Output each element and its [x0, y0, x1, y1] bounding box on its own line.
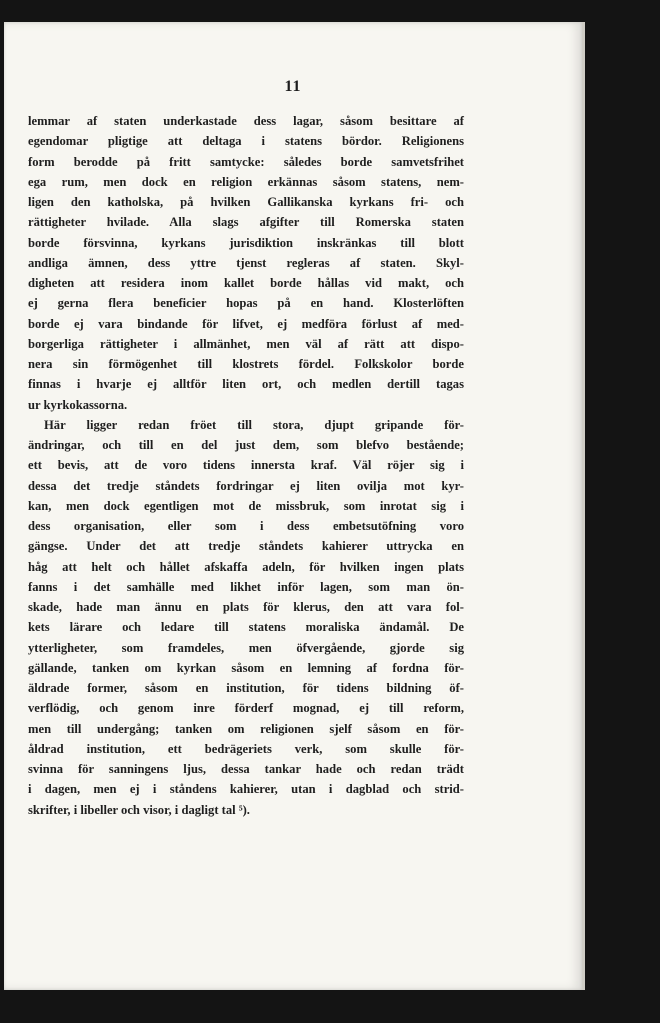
text-line: dess organisation, eller som i dess embetsutöfning voro — [28, 519, 464, 533]
text-line: lemmar af staten underkastade dess lagar, såsom besittare af — [28, 114, 464, 128]
text-line: skade, hade man ännu en plats för klerus, den att vara fol- — [28, 600, 464, 614]
text-line: gällande, tanken om kyrkan såsom en lemning af fordna för- — [28, 660, 464, 675]
text-line: kan, men dock egentligen mot de missbruk, som inrotat sig i — [28, 498, 464, 513]
text-line: men till undergång; tanken om religionen sjelf såsom en för- — [28, 721, 464, 736]
text-line: åldrad institution, ett bedrägeriets verk, som skulle för- — [28, 741, 464, 756]
text-line: borde försvinna, kyrkans jurisdiktion inskränkas till blott — [28, 235, 464, 250]
text-line: rättigheter hvilade. Alla slags afgifter till Romerska staten — [28, 215, 464, 230]
text-line: verflödig, och genom inre förderf mognad, ej till reform, — [28, 701, 464, 716]
paragraph-2 — [28, 415, 464, 820]
text-line: ur kyrkokassorna. — [28, 397, 128, 412]
text-line: form berodde på fritt samtycke: således borde samvetsfrihet — [28, 154, 464, 169]
page-number: 11 — [284, 78, 302, 95]
text-line: kets lärare och ledare till statens moraliska ändamål. De — [28, 620, 464, 635]
text-line: ega rum, men dock en religion erkännas såsom statens, nem- — [28, 174, 464, 189]
text-line: i dagen, men ej i ståndens kahierer, utan i dagblad och strid- — [28, 782, 464, 797]
text-line: ett bevis, att de voro tidens innersta kraf. Väl röjer sig i — [28, 458, 464, 473]
text-line: dessa det tredje ståndets fordringar ej liten ovilja mot kyr- — [28, 478, 464, 493]
text-line: nera sin förmögenhet till klostrets fördel. Folkskolor borde — [28, 357, 464, 371]
text-line: håg att helt och hållet afskaffa adeln, för hvilken ingen plats — [28, 559, 464, 574]
text-line: fanns i det samhälle med likhet inför lagen, som man ön- — [28, 579, 464, 594]
text-line: svinna för sanningens ljus, dessa tankar hade och redan trädt — [28, 762, 464, 776]
text-line: äldrade former, såsom en institution, för tidens bildning öf- — [28, 681, 464, 695]
text-line: egendomar pligtige att deltaga i statens bördor. Religionens — [28, 134, 464, 149]
body-text — [28, 111, 464, 820]
paragraph-1 — [28, 111, 464, 415]
text-line: finnas i hvarje ej alltför liten ort, och medlen dertill tagas — [28, 377, 464, 392]
text-line: digheten att residera inom kallet borde hållas vid makt, och — [28, 276, 464, 290]
text-line: ytterligheter, som framdeles, men öfvergående, gjorde sig — [28, 640, 464, 655]
text-line: Här ligger redan fröet till stora, djupt gripande för- — [44, 417, 464, 432]
text-line: ändringar, och till en del just dem, som blefvo bestående; — [28, 438, 464, 452]
text-line: ligen den katholska, på hvilken Gallikanska kyrkans fri- och — [28, 195, 464, 209]
text-line: skrifter, i libeller och visor, i dagligt tal ⁵). — [28, 802, 250, 817]
text-line: ej gerna flera beneficier hopas på en hand. Klosterlöften — [28, 296, 464, 311]
text-line: gängse. Under det att tredje ståndets kahierer uttrycka en — [28, 539, 464, 554]
text-line: andliga ämnen, dess yttre tjenst regleras af staten. Skyl- — [28, 255, 464, 270]
text-line: borgerliga rättigheter i allmänhet, men väl af rätt att dispo- — [28, 336, 464, 351]
text-line: borde ej vara bindande för lifvet, ej medföra förlust af med- — [28, 316, 464, 331]
page-edge — [582, 22, 585, 990]
book-page — [4, 22, 582, 990]
